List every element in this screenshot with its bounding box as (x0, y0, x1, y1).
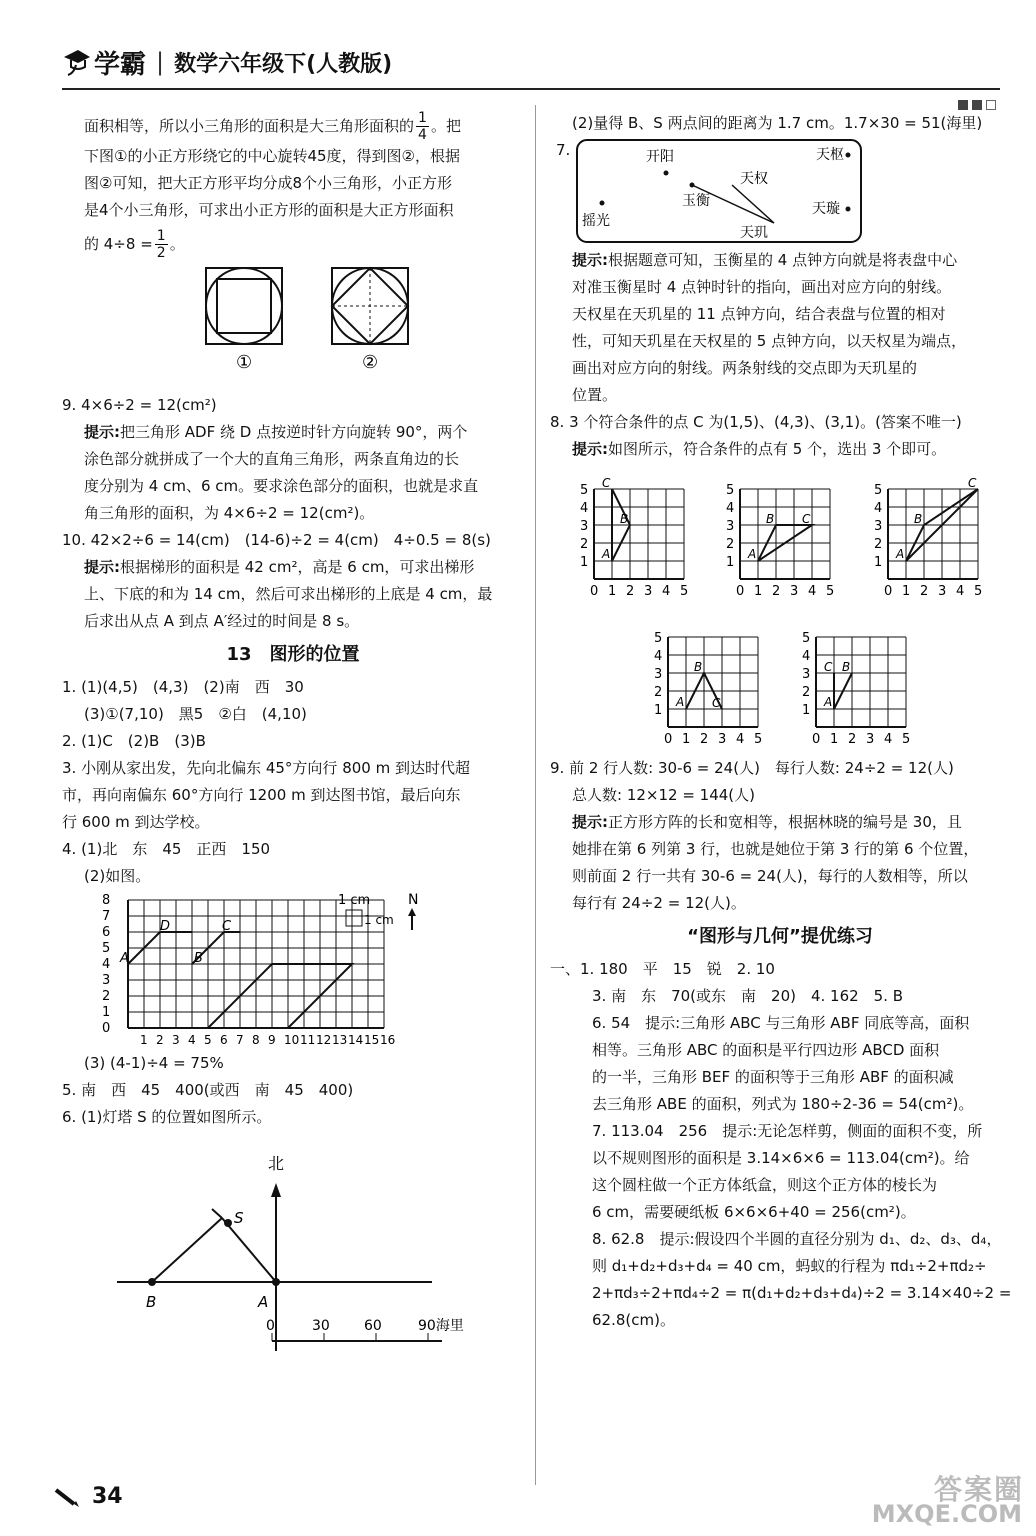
graduation-cap-icon (62, 47, 90, 77)
y-tick: 4 (802, 649, 811, 664)
north-arrow-icon (271, 1183, 281, 1197)
x-tick: 3 (938, 584, 947, 599)
x-tick: 9 (268, 1033, 276, 1047)
point-label-C: C (968, 476, 977, 490)
answer-6-line: 去三角形 ABE 的面积，列式为 180÷2-36 = 54(cm²)。 (592, 1095, 974, 1113)
y-tick: 1 (874, 555, 883, 570)
x-tick: 5 (680, 584, 689, 599)
answer-7-line: 以不规则图形的面积是 3.14×6×6 = 113.04(cm²)。给 (592, 1149, 970, 1167)
header-rule (62, 88, 1000, 90)
scale-box (346, 910, 362, 926)
north-arrow-icon (408, 908, 416, 930)
point-S (224, 1219, 232, 1227)
answer-6-line: 相等。三角形 ABC 的面积是平行四边形 ABCD 面积 (592, 1041, 940, 1059)
answer-3-line: 市，再向南偏东 60°方向行 1200 m 到达图书馆，最后向东 (62, 786, 461, 804)
scale-v-label: 1 cm (364, 913, 394, 927)
tip: 提示:如图所示，符合条件的点有 5 个，选出 3 个即可。 (572, 440, 947, 458)
right-column (550, 110, 1010, 1334)
label-A: A (258, 1293, 269, 1311)
x-tick: 6 (220, 1033, 228, 1047)
answer-7-line: 这个圆柱做一个正方体纸盒，则这个正方体的棱长为 (592, 1176, 938, 1194)
answer-r1: (2)量得 B、S 两点间的距离为 1.7 cm。1.7×30 = 51(海里) (572, 114, 983, 132)
x-tick: 10 (284, 1033, 300, 1047)
x-tick: 14 (348, 1033, 364, 1047)
svg-text:2: 2 (102, 989, 111, 1004)
tip-line: 每行有 24÷2 = 12(人)。 (572, 894, 746, 912)
x-tick: 3 (866, 732, 875, 747)
y-tick: 3 (726, 519, 735, 534)
page-number: 34 (92, 1484, 123, 1509)
y-tick: 2 (726, 537, 735, 552)
paragraph: 图②可知，把大正方形平均分成8个小三角形，小正方形 (84, 174, 452, 192)
x-tick: 1 (754, 584, 763, 599)
x-tick: 5 (826, 584, 835, 599)
answer-6-line: 的一半，三角形 BEF 的面积等于三角形 ABF 的面积减 (592, 1068, 954, 1086)
answer-4-c: (3) (4-1)÷4 = 75% (84, 1054, 224, 1072)
label-A: A (120, 951, 129, 966)
logo (62, 44, 146, 81)
grid4-x-ticks (140, 1033, 395, 1047)
svg-text:8: 8 (102, 893, 111, 908)
fraction: $\frac{1}{2}$ (156, 228, 166, 261)
y-tick: 4 (726, 501, 735, 516)
x-tick: 5 (902, 732, 911, 747)
x-tick: 5 (204, 1033, 212, 1047)
answer-q10: 10. 42×2÷6 = 14(cm) (14-6)÷2 = 4(cm) 4÷0.5 = 8(s) (62, 531, 491, 549)
x-tick: 2 (920, 584, 929, 599)
watermark-url: MXQE.COM (871, 1500, 1022, 1528)
y-tick: 3 (654, 667, 663, 682)
point-label-C: C (824, 660, 833, 674)
paragraph: 面积相等，所以小三角形的面积是大三角形面积的 $\frac{1}{4}$ 。把 (84, 110, 461, 143)
x-tick: 2 (700, 732, 709, 747)
x-tick: 11 (300, 1033, 316, 1047)
scale-bar (266, 1318, 464, 1341)
x-tick: 1 (608, 584, 617, 599)
book-title: 数学六年级下(人教版) (174, 51, 393, 77)
logo-text: 学霸 (94, 49, 147, 80)
x-tick: 0 (812, 732, 821, 747)
star-tianshu: 天枢 (816, 147, 844, 163)
grid-3 (874, 476, 982, 599)
star-map-figure (576, 139, 876, 245)
paragraph: 的 4÷8 = $\frac{1}{2}$ 。 (84, 228, 185, 261)
x-tick: 4 (736, 732, 745, 747)
y-tick: 3 (802, 667, 811, 682)
star-tianji: 天璇 (812, 201, 840, 217)
tip-line: 性，可知天玑星在天权星的 5 点钟方向，以天权星为端点， (572, 332, 967, 350)
svg-text:90海里: 90海里 (418, 1318, 464, 1334)
tip-line: 上、下底的和为 14 cm，然后可求出梯形的上底是 4 cm，最 (84, 585, 493, 603)
x-tick: 1 (902, 584, 911, 599)
point-label-B: B (620, 512, 629, 526)
svg-text:1: 1 (102, 1005, 111, 1020)
y-tick: 4 (580, 501, 589, 516)
x-tick: 4 (884, 732, 893, 747)
y-tick: 5 (654, 631, 663, 646)
x-tick: 3 (718, 732, 727, 747)
x-tick: 2 (626, 584, 635, 599)
x-tick: 12 (316, 1033, 332, 1047)
y-tick: 1 (726, 555, 735, 570)
x-tick: 0 (664, 732, 673, 747)
point-label-C: C (602, 476, 611, 490)
q7-label: 7. (556, 141, 571, 159)
grid-2 (726, 483, 834, 599)
pencil-icon (52, 1486, 82, 1508)
answer-q9: 9. 4×6÷2 = 12(cm²) (62, 396, 217, 414)
figure-caption-2: ② (362, 352, 379, 373)
y-tick: 2 (654, 685, 663, 700)
tip-line: 则前面 2 行一共有 30-6 = 24(人)，每行的人数相等，所以 (572, 867, 968, 885)
point-label-A: A (602, 547, 611, 561)
star-tianquan: 天权 (740, 171, 768, 187)
tip-line: 她排在第 6 列第 3 行，也就是她位于第 3 行的第 6 个位置， (572, 840, 979, 858)
x-tick: 4 (956, 584, 965, 599)
svg-text:3: 3 (102, 973, 111, 988)
x-tick: 0 (736, 584, 745, 599)
svg-text:0: 0 (266, 1318, 275, 1334)
answer-8-line: 62.8(cm)。 (592, 1311, 675, 1329)
tip: 提示:根据梯形的面积是 42 cm²，高是 6 cm，可求出梯形 (84, 558, 475, 576)
square-circle-figures (62, 264, 524, 392)
y-tick: 3 (874, 519, 883, 534)
point-label-B: B (842, 660, 851, 674)
header-decoration (958, 100, 996, 110)
point-label-C: C (802, 512, 811, 526)
answer-1-b: (3)①(7,10) 黑5 ②白 (4,10) (84, 705, 307, 723)
answer-7: 7. 113.04 256 提示:无论怎样剪，侧面的面积不变，所 (592, 1122, 983, 1140)
coordinate-grids (550, 463, 1000, 755)
point-label-A: A (896, 547, 905, 561)
point-label-B: B (694, 660, 703, 674)
x-tick: 3 (172, 1033, 180, 1047)
star-yuheng: 玉衡 (682, 193, 710, 209)
page-header (62, 40, 392, 84)
column-divider (535, 105, 536, 1485)
x-tick: 16 (380, 1033, 396, 1047)
y-tick: 1 (654, 703, 663, 718)
y-tick: 4 (654, 649, 663, 664)
x-tick: 0 (884, 584, 893, 599)
y-tick: 2 (802, 685, 811, 700)
y-tick: 5 (726, 483, 735, 498)
y-tick: 3 (580, 519, 589, 534)
x-tick: 2 (772, 584, 781, 599)
header-separator: | (156, 48, 165, 76)
tip: 提示:把三角形 ADF 绕 D 点按逆时针方向旋转 90°，两个 (84, 423, 468, 441)
svg-text:5: 5 (102, 941, 111, 956)
grid-1 (580, 476, 688, 599)
section-title: “图形与几何”提优练习 (687, 926, 873, 947)
tip-line: 后求出从点 A 到点 A′经过的时间是 8 s。 (84, 612, 360, 630)
map-figure-q6 (62, 1131, 482, 1363)
y-tick: 4 (874, 501, 883, 516)
answer-2: 2. (1)C (2)B (3)B (62, 732, 206, 750)
section-title: 13 图形的位置 (226, 644, 360, 665)
x-tick: 0 (590, 584, 599, 599)
x-tick: 5 (754, 732, 763, 747)
x-tick: 7 (236, 1033, 244, 1047)
x-tick: 1 (682, 732, 691, 747)
figure-square-rotation (200, 264, 500, 392)
star-kaiyang: 开阳 (646, 149, 674, 165)
figure-2 (332, 268, 408, 344)
y-tick: 2 (874, 537, 883, 552)
y-tick: 2 (580, 537, 589, 552)
answer-q9: 9. 前 2 行人数: 30-6 = 24(人) 每行人数: 24÷2 = 12(人) (550, 759, 954, 777)
map-north: 北 (268, 1154, 285, 1173)
answer-3: 3. 南 东 70(或东 南 20) 4. 162 5. B (592, 987, 904, 1005)
x-tick: 2 (848, 732, 857, 747)
svg-text:0: 0 (102, 1021, 111, 1036)
svg-text:4: 4 (102, 957, 111, 972)
x-tick: 1 (140, 1033, 148, 1047)
answer-8-line: 2+πd₃÷2+πd₄÷2 = π(d₁+d₂+d₃+d₄)÷2 = 3.14×40÷2 = (592, 1284, 1012, 1302)
grid-5 (802, 631, 910, 747)
x-tick: 4 (662, 584, 671, 599)
x-tick: 5 (974, 584, 983, 599)
x-tick: 8 (252, 1033, 260, 1047)
answer-3: 3. 小刚从家出发，先向北偏东 45°方向行 800 m 到达时代超 (62, 759, 470, 777)
y-tick: 1 (802, 703, 811, 718)
tip-line: 涂色部分就拼成了一个大的直角三角形，两条直角边的长 (84, 450, 460, 468)
svg-text:60: 60 (364, 1318, 382, 1334)
scale-h-label: 1 cm (338, 893, 371, 908)
answer-1: 一、1. 180 平 15 锐 2. 10 (550, 960, 775, 978)
answer-5: 5. 南 西 45 400(或西 南 45 400) (62, 1081, 354, 1099)
point-label-B: B (914, 512, 923, 526)
answer-6: 6. 54 提示:三角形 ABC 与三角形 ABF 同底等高，面积 (592, 1014, 970, 1032)
paragraph: 下图①的小正方形绕它的中心旋转45度，得到图②，根据 (84, 147, 460, 165)
tip-line: 天权星在天玑星的 11 点钟方向，结合表盘与位置的相对 (572, 305, 946, 323)
grid-figure-q4 (102, 890, 532, 1050)
point-A (272, 1278, 280, 1286)
page-footer (52, 1484, 123, 1509)
tip-line: 对准玉衡星时 4 点钟时针的指向，画出对应方向的射线。 (572, 278, 952, 296)
point-label-A: A (824, 695, 833, 709)
star-tianxuan: 天玑 (740, 225, 768, 241)
x-tick: 15 (364, 1033, 380, 1047)
label-B: B (146, 1293, 157, 1311)
point-B (148, 1278, 156, 1286)
svg-text:6: 6 (102, 925, 111, 940)
answer-3-line: 行 600 m 到达学校。 (62, 813, 210, 831)
watermark: 答案圈 (933, 1473, 1024, 1506)
tip-line: 画出对应方向的射线。两条射线的交点即为天玑星的 (572, 359, 918, 377)
answer-8-line: 则 d₁+d₂+d₃+d₄ = 40 cm，蚂蚁的行程为 πd₁÷2+πd₂÷ (592, 1257, 987, 1275)
answer-q8: 8. 3 个符合条件的点 C 为(1,5)、(4,3)、(3,1)。(答案不唯一) (550, 413, 962, 431)
left-column (62, 110, 524, 1363)
tip: 提示:根据题意可知，玉衡星的 4 点钟方向就是将表盘中心 (572, 251, 958, 269)
grid-4 (654, 631, 762, 747)
answer-4: 4. (1)北 东 45 正西 150 (62, 840, 271, 858)
tip-line: 度分别为 4 cm、6 cm。要求涂色部分的面积，也就是求直 (84, 477, 479, 495)
y-tick: 5 (802, 631, 811, 646)
x-tick: 4 (188, 1033, 196, 1047)
fraction: $\frac{1}{4}$ (418, 110, 427, 143)
label-S: S (234, 1209, 244, 1227)
star-yaoguang: 摇光 (582, 213, 610, 229)
answer-q9-b: 总人数: 12×12 = 144(人) (572, 786, 756, 804)
x-tick: 13 (332, 1033, 348, 1047)
label-B: B (194, 951, 203, 966)
label-C: C (222, 919, 232, 934)
x-tick: 3 (644, 584, 653, 599)
north-label: N (408, 892, 419, 908)
label-D: D (160, 919, 171, 934)
svg-text:30: 30 (312, 1318, 330, 1334)
q7-block (550, 137, 1010, 247)
answer-7-line: 6 cm，需要硬纸板 6×6×6+40 = 256(cm²)。 (592, 1203, 916, 1221)
grid4-y-ticks (102, 893, 110, 1036)
tip: 提示:正方形方阵的长和宽相等，根据林晓的编号是 30，且 (572, 813, 962, 831)
y-tick: 5 (580, 483, 589, 498)
x-tick: 1 (830, 732, 839, 747)
answer-4-b: (2)如图。 (84, 867, 151, 885)
x-tick: 4 (808, 584, 817, 599)
point-label-A: A (748, 547, 757, 561)
point-label-A: A (676, 695, 685, 709)
tip-line: 角三角形的面积，为 4×6÷2 = 12(cm²)。 (84, 504, 375, 522)
tip-line: 位置。 (572, 386, 618, 404)
x-tick: 3 (790, 584, 799, 599)
answer-6: 6. (1)灯塔 S 的位置如图所示。 (62, 1108, 272, 1126)
answer-1: 1. (1)(4,5) (4,3) (2)南 西 30 (62, 678, 304, 696)
point-label-C: C (712, 696, 721, 710)
figure-caption-1: ① (236, 352, 253, 373)
figure-1 (206, 268, 282, 344)
svg-text:7: 7 (102, 909, 111, 924)
paragraph: 是4个小三角形，可求出小正方形的面积是大正方形面积 (84, 201, 454, 219)
y-tick: 1 (580, 555, 589, 570)
x-tick: 2 (156, 1033, 164, 1047)
y-tick: 5 (874, 483, 883, 498)
answer-8: 8. 62.8 提示:假设四个半圆的直径分别为 d₁、d₂、d₃、d₄， (592, 1230, 1002, 1248)
point-label-B: B (766, 512, 775, 526)
